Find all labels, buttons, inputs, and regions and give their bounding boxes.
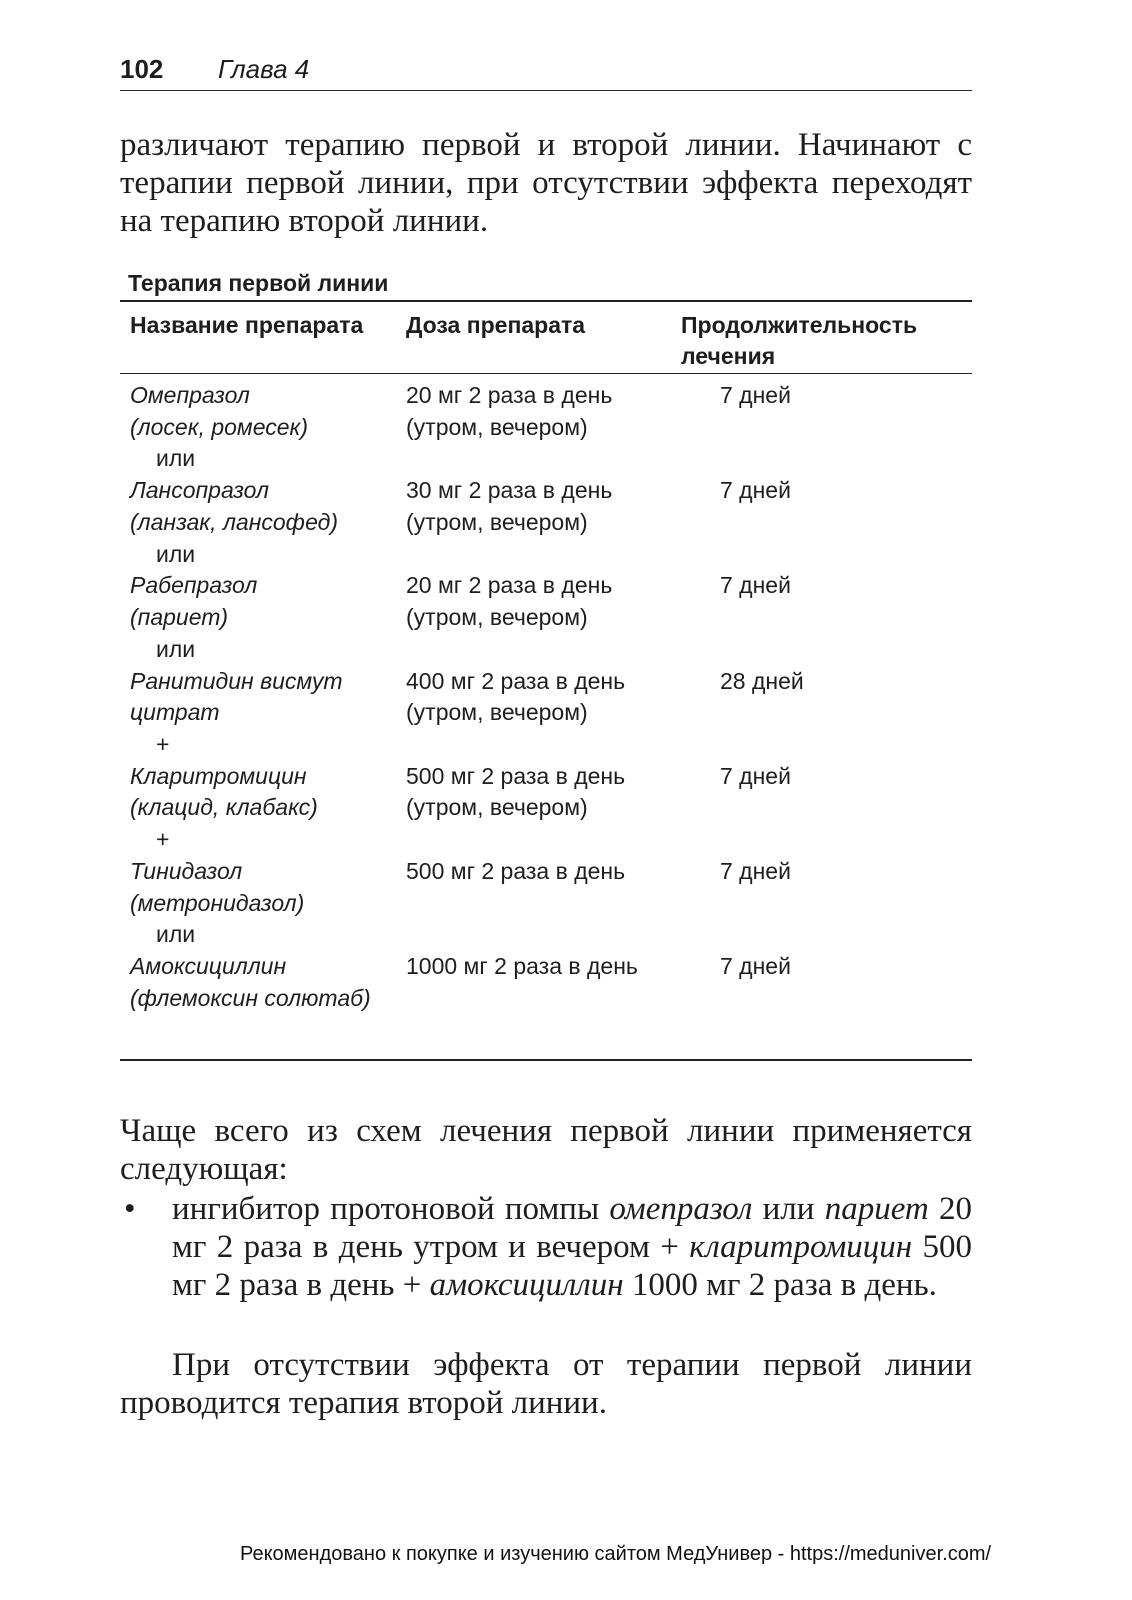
drug-brands: (париет)	[130, 604, 229, 631]
drug-brands: (ланзак, лансофед)	[130, 508, 339, 535]
bullet-text-part: 1000 мг 2 раза в день.	[623, 1267, 937, 1303]
table-row	[120, 475, 972, 570]
bullet-marker: •	[124, 1191, 136, 1227]
table-title: Терапия первой линии	[128, 270, 389, 296]
dose-cell: 400 мг 2 раза в день (утром, вечером)	[406, 667, 626, 726]
drug-cell	[130, 761, 400, 856]
duration-cell: 7 дней	[720, 762, 791, 789]
duration-cell: 7 дней	[720, 953, 791, 980]
drug-name: Кларитромицин	[130, 762, 307, 789]
table-top-rule	[120, 300, 972, 302]
table-row	[120, 951, 972, 1046]
table-header-rule	[120, 373, 972, 374]
column-header-duration: Продолжительность лечения	[681, 312, 918, 369]
duration-cell: 7 дней	[720, 572, 791, 599]
dose-cell: 20 мг 2 раза в день (утром, вечером)	[406, 572, 613, 631]
drug-cell	[130, 666, 400, 761]
bullet-text-part: ингибитор протоновой помпы	[172, 1191, 610, 1227]
dose-cell: 500 мг 2 раза в день (утром, вечером)	[406, 762, 626, 821]
duration-cell: 7 дней	[720, 477, 791, 504]
bullet-text	[172, 1190, 972, 1304]
drug-cell	[130, 380, 400, 475]
drug-name: Омепразол	[130, 382, 250, 408]
bullet-text-part: или	[752, 1191, 825, 1227]
drug-name: Ранитидин висмут	[130, 667, 343, 694]
drug-name-omeprazole: омепразол	[609, 1191, 753, 1227]
intro-paragraph: различают терапию первой и второй линии. Начинают с терапии первой линии, при отсутствии эффекта переходят на терапию второй линии.	[120, 127, 972, 239]
drug-name-amoxicillin: амоксициллин	[429, 1267, 624, 1303]
drug-connector: или	[156, 445, 196, 472]
drug-cell	[130, 475, 400, 570]
drug-brands: (флемоксин солютаб)	[130, 984, 371, 1011]
drug-name: Тинидазол	[130, 857, 243, 884]
duration-cell: 7 дней	[720, 857, 791, 884]
after-table-paragraph: Чаще всего из схем лечения первой линии применяется следующая:	[120, 1113, 972, 1187]
drug-cell	[130, 951, 400, 1014]
drug-name: Амоксициллин	[130, 953, 287, 980]
drug-name-clarithromycin: кларитромицин	[689, 1229, 913, 1265]
chapter-title: Глава 4	[218, 54, 310, 84]
drug-connector: или	[156, 635, 196, 662]
drug-brands: (клацид, клабакс)	[130, 794, 318, 821]
column-header-dose: Доза препарата	[406, 312, 586, 338]
table-row	[120, 666, 972, 761]
drug-name: Рабепразол	[130, 572, 258, 599]
drug-cell	[130, 570, 400, 665]
drug-connector: +	[156, 730, 170, 757]
running-header	[120, 52, 972, 91]
drug-name: Лансопразол	[130, 477, 269, 504]
drug-brands: цитрат	[130, 699, 220, 726]
table-row	[120, 761, 972, 856]
table-row	[120, 856, 972, 951]
dose-cell: 20 мг 2 раза в день (утром, вечером)	[406, 382, 613, 440]
final-paragraph: При отсутствии эффекта от терапии первой линии проводится терапия второй линии.	[120, 1347, 972, 1421]
drug-brands: (метронидазол)	[130, 889, 305, 916]
drug-cell	[130, 856, 400, 951]
table-body	[120, 380, 972, 1046]
bullet-text-part: 500 мг 2 раза в день +	[172, 1229, 972, 1303]
footer-link[interactable]: Рекомендовано к покупке и изучению сайтом МедУнивер - https://meduniver.com/	[240, 1543, 992, 1565]
bullet-text-part: 20 мг 2 раза в день утром и вечером +	[172, 1191, 972, 1265]
page-number: 102	[120, 54, 164, 84]
column-header-drug: Название препарата	[130, 312, 364, 338]
drug-connector: или	[156, 540, 196, 567]
table-bottom-rule	[120, 1059, 972, 1061]
dose-cell: 30 мг 2 раза в день (утром, вечером)	[406, 477, 613, 535]
duration-cell: 7 дней	[720, 382, 791, 408]
duration-cell: 28 дней	[720, 667, 804, 694]
drug-connector: +	[156, 826, 170, 853]
dose-cell: 1000 мг 2 раза в день	[406, 953, 638, 980]
drug-name-pariet: париет	[824, 1191, 929, 1227]
table-row	[120, 570, 972, 665]
drug-brands: (лосек, ромесек)	[130, 413, 309, 440]
drug-connector: или	[156, 921, 196, 948]
dose-cell: 500 мг 2 раза в день	[406, 857, 626, 884]
table-row	[120, 380, 972, 475]
